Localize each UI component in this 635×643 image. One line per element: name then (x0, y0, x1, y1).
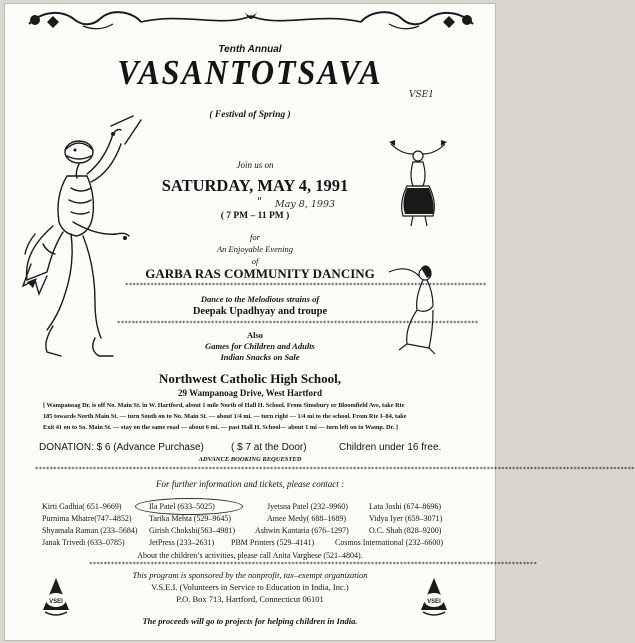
contact-entry: Ashwin Kantaria (676–1297) (255, 526, 349, 535)
event-title: VASANTOTSAVA (117, 52, 383, 92)
contact-entry: Shyamala Raman (233–5684) (42, 526, 138, 535)
contact-entry: Vidya Iyer (659–3071) (369, 514, 443, 523)
sponsor-address: P.O. Box 713, Hartford, Connecticut 06101 (176, 594, 324, 604)
dance-intro: Dance to the Melodious strains of (200, 294, 320, 304)
contact-entry: Kirti Gadhia( 651–9669) (42, 502, 122, 511)
vsei-logo-icon (419, 576, 449, 616)
directions-line: [ Wampanoag Dr. is off No. Main St. in W. Hartford, about 1 mile North of Hall H. School. From Simsbury or Bloomfield Ave, take Rte (43, 402, 405, 409)
flyer-page (4, 3, 635, 641)
proceeds-note: The proceeds will go to projects for helping children in India. (142, 616, 358, 626)
dancer-illustration-icon (13, 114, 153, 366)
corner-note: VSE1 (409, 90, 434, 100)
contact-entry: Ila Patel (633–5025) (149, 502, 215, 511)
directions-line: 185 towards North Main St. — turn South on to No. Main St. — about 1/4 mi. — turn right — 1/4 mi to the school. From Rte I–84, take (43, 413, 407, 420)
contact-entry: Lata Joshi (674–8696) (369, 502, 441, 511)
evening-label: An Enjoyable Evening (216, 244, 293, 254)
contact-entry: Girish Chokshi(563–4981) (149, 526, 235, 535)
contact-entry: Jyetsna Patel (232–9960) (267, 502, 348, 511)
donation-label: DONATION: $ 6 (Advance Purchase) (39, 442, 204, 453)
contact-entry: Tarika Mehta (529–9645) (149, 514, 232, 523)
sponsor-line: This program is sponsored by the nonprofit, tax–exempt organization (132, 570, 368, 580)
of-label: of (251, 256, 259, 266)
contacts-heading: For further information and tickets, please contact : (156, 479, 344, 489)
children-activities-contact: About the children’s activities, please call Anita Varghese (521–4804). (137, 551, 363, 560)
star-divider: **************************************************************************************************** (117, 320, 479, 327)
venue-address: 29 Wampanoag Drive, West Hartford (178, 388, 322, 398)
performer-name: Deepak Upadhyay and troupe (192, 306, 328, 317)
event-subtitle: ( Festival of Spring ) (209, 110, 291, 120)
contact-entry: Purnima Mhatre(747–4852) (42, 514, 132, 523)
door-price: ( $ 7 at the Door) (231, 442, 307, 453)
games-label: Games for Children and Adults (205, 341, 315, 351)
join-label: Join us on (236, 160, 274, 170)
contact-entry: Amee Medy( 688–1689) (267, 514, 347, 523)
event-time: ( 7 PM – 11 PM ) (220, 211, 290, 221)
contact-entry: PBM Printers (529–4141) (231, 538, 315, 547)
vsei-logo-text: VSEI (427, 599, 441, 605)
star-divider: ********************************************************************************************************************************************************************** (35, 466, 635, 473)
for-label: for (250, 232, 260, 242)
venue-name: Northwest Catholic High School, (159, 371, 341, 386)
snacks-label: Indian Snacks on Sale (220, 352, 300, 362)
star-divider: **************************************************************************************************** (125, 282, 487, 289)
directions-line: Exit 41 on to So. Main St. — stay on the same road — about 6 mi. — past Hall H. School— about 1 mi — turn left on to Wamp. Dr. ] (43, 424, 398, 431)
ornamental-border-icon (23, 8, 479, 30)
also-label: Also (246, 330, 264, 340)
sponsor-organization: V.S.E.I. (Volunteers in Service to Education in India, Inc.) (151, 582, 349, 592)
event-date: SATURDAY, MAY 4, 1991 (161, 176, 349, 195)
children-free: Children under 16 free. (339, 442, 442, 453)
corrected-date-note: May 8, 1993 (275, 199, 336, 210)
vsei-logo-icon (41, 576, 71, 616)
star-divider: **************************************************************************************************************************** (89, 561, 537, 568)
ditto-mark: " (257, 195, 263, 208)
vsei-logo-text: VSEI (49, 599, 63, 605)
main-activity: GARBA RAS COMMUNITY DANCING (145, 266, 375, 281)
booking-note: ADVANCE BOOKING REQUESTED (198, 456, 302, 463)
contact-entry: JetPress (233–2631) (149, 538, 215, 547)
contact-entry: O.C. Shah (828–9200) (369, 526, 442, 535)
contact-entry: Janak Trivedi (633–0785) (42, 538, 125, 547)
contact-entry: Cosmos International (232–6600) (335, 538, 443, 547)
edition-label: Tenth Annual (218, 44, 282, 55)
